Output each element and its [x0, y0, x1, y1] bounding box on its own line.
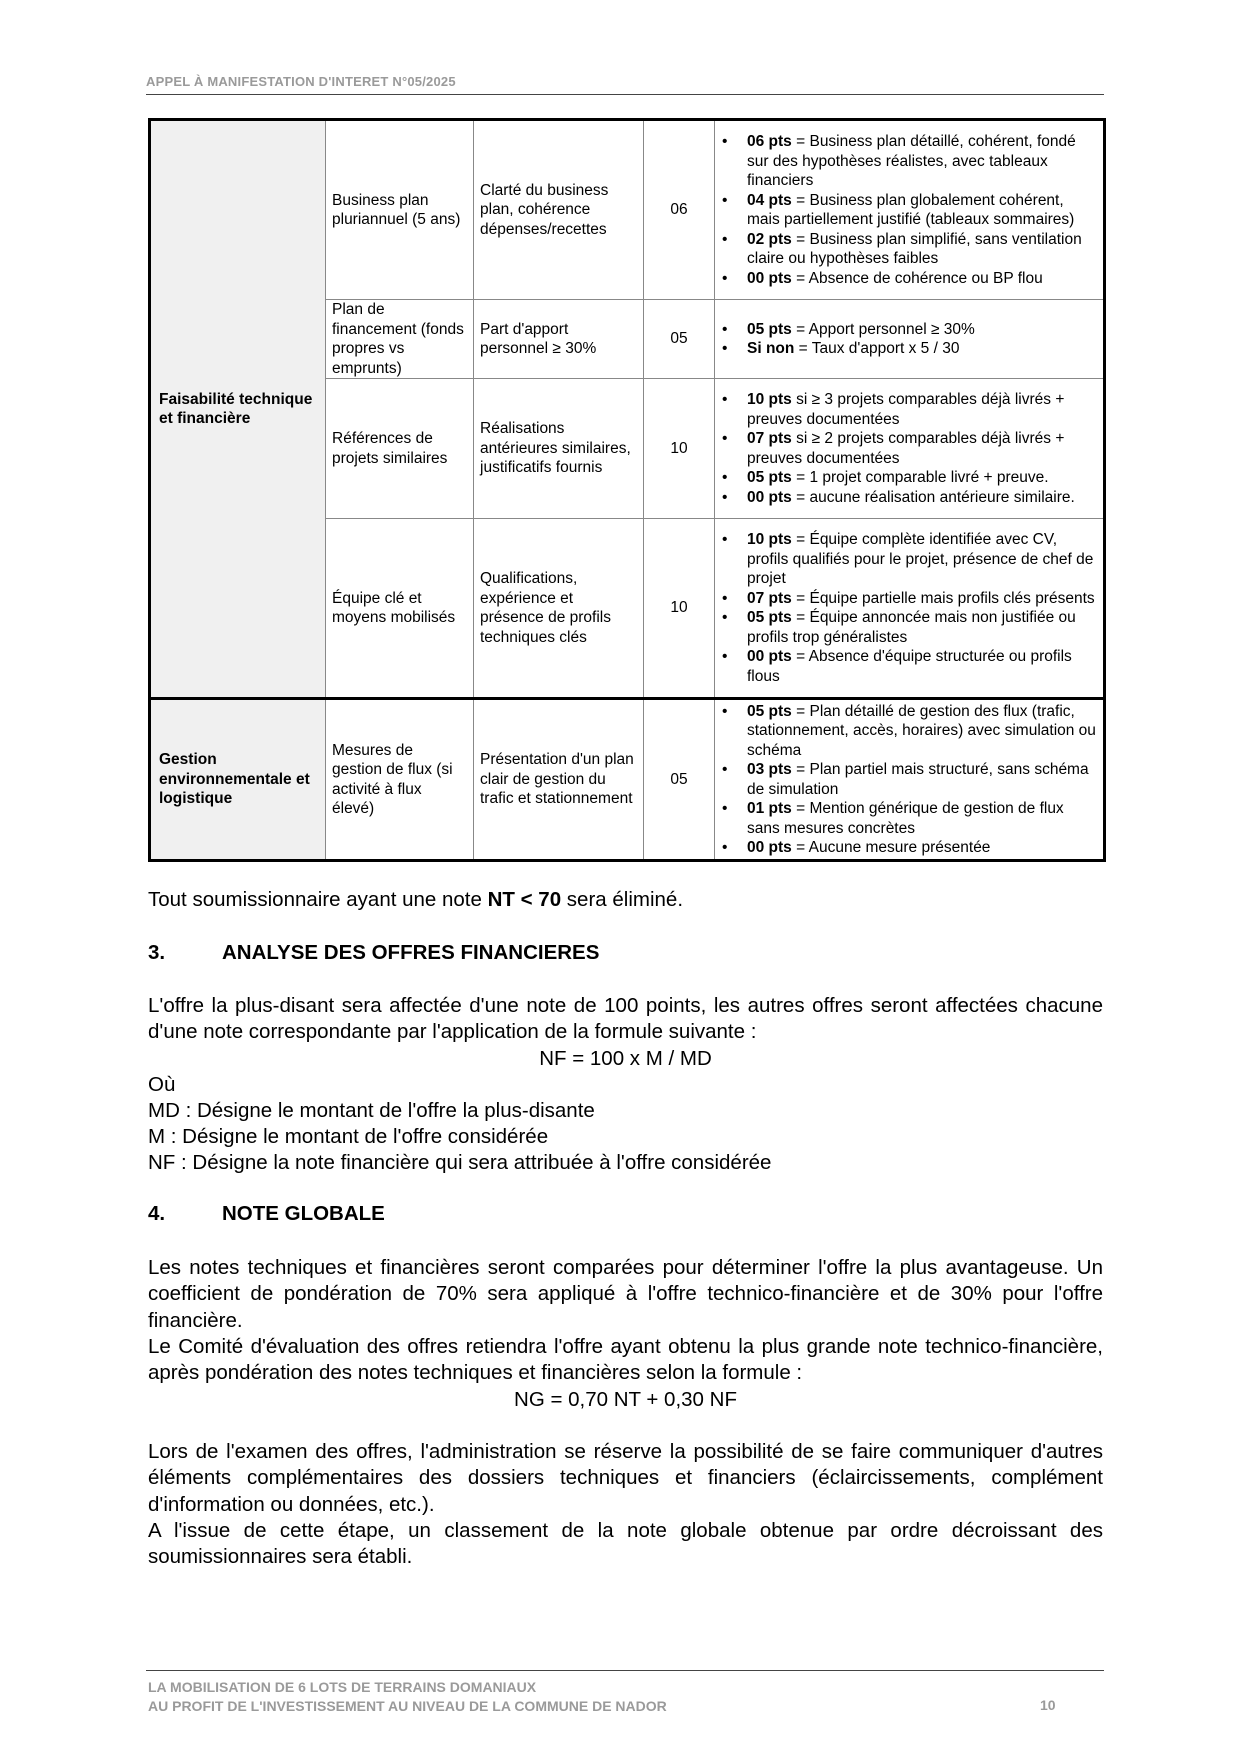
definition-md: MD : Désigne le montant de l'offre la plus-disante: [148, 1099, 595, 1122]
list-item: • 05 pts = Équipe annoncée mais non justifiée ou profils trop généralistes: [747, 608, 1099, 647]
indicator-cell: Part d'apport personnel ≥ 30%: [474, 300, 644, 379]
section-4-paragraph-2: Le Comité d'évaluation des offres retiendra l'offre ayant obtenu la plus grande note technico-financière, après pondération des notes techniques et financières selon la formule :: [148, 1335, 1103, 1385]
scoring-scale-cell: [715, 699, 1105, 861]
evaluation-grid-table: [148, 118, 1106, 862]
list-item: • 04 pts = Business plan globalement cohérent, mais partiellement justifié (tableaux sommaires): [747, 191, 1099, 230]
indicator-cell: Clarté du business plan, cohérence dépenses/recettes: [474, 120, 644, 300]
criterion-cell: Faisabilité technique et financière: [150, 120, 326, 699]
subcriterion-cell: Mesures de gestion de flux (si activité à flux élevé): [326, 699, 474, 861]
table-row: [150, 699, 1105, 861]
subcriterion-cell: Équipe clé et moyens mobilisés: [326, 519, 474, 699]
points-cell: 05: [644, 300, 715, 379]
criterion-cell: Gestion environnementale et logistique: [150, 699, 326, 861]
section-4-paragraph-1: Les notes techniques et financières seront comparées pour déterminer l'offre la plus avantageuse. Un coefficient de pondération de 70% sera appliqué à l'offre technico-financière et de 30% pour l'offre financière.: [148, 1256, 1103, 1332]
indicator-cell: Qualifications, expérience et présence de profils techniques clés: [474, 519, 644, 699]
scoring-scale-cell: [715, 519, 1105, 699]
footer-line-1: LA MOBILISATION DE 6 LOTS DE TERRAINS DOMANIAUX: [148, 1679, 537, 1695]
global-score-formula: NG = 0,70 NT + 0,30 NF: [514, 1388, 737, 1411]
list-item: • 00 pts = Aucune mesure présentée: [747, 838, 1099, 858]
section-3-intro: L'offre la plus-disant sera affectée d'une note de 100 points, les autres offres seront affectées chacune d'une note correspondante par l'application de la formule suivante :: [148, 994, 1103, 1044]
list-item: • 03 pts = Plan partiel mais structuré, sans schéma de simulation: [747, 760, 1099, 799]
list-item: • 00 pts = Absence d'équipe structurée ou profils flous: [747, 647, 1099, 686]
list-item: • 02 pts = Business plan simplifié, sans ventilation claire ou hypothèses faibles: [747, 230, 1099, 269]
scoring-scale-cell: [715, 120, 1105, 300]
footer-divider: [146, 1670, 1104, 1671]
list-item: • 05 pts = Apport personnel ≥ 30%: [747, 320, 1099, 340]
list-item: • 07 pts si ≥ 2 projets comparables déjà livrés + preuves documentées: [747, 429, 1099, 468]
definition-m: M : Désigne le montant de l'offre considérée: [148, 1125, 549, 1148]
subcriterion-cell: Références de projets similaires: [326, 379, 474, 519]
list-item: • 07 pts = Équipe partielle mais profils clés présents: [747, 589, 1099, 609]
points-cell: 05: [644, 699, 715, 861]
document-header: APPEL À MANIFESTATION D'INTERET N°05/2025: [146, 74, 456, 89]
indicator-cell: Présentation d'un plan clair de gestion du trafic et stationnement: [474, 699, 644, 861]
points-cell: 10: [644, 379, 715, 519]
section-4-heading: 4. NOTE GLOBALE: [148, 1202, 385, 1225]
points-cell: 10: [644, 519, 715, 699]
section-4-paragraph-3: Lors de l'examen des offres, l'administration se réserve la possibilité de se faire communiquer d'autres éléments complémentaires des dossiers techniques et financiers (éclaircissements, complément d'information ou données, etc.).: [148, 1440, 1103, 1516]
list-item: • 10 pts = Équipe complète identifiée avec CV, profils qualifiés pour le projet, présence de chef de projet: [747, 530, 1099, 589]
list-item: • 06 pts = Business plan détaillé, cohérent, fondé sur des hypothèses réalistes, avec tableaux financiers: [747, 132, 1099, 191]
list-item: • 00 pts = Absence de cohérence ou BP flou: [747, 269, 1099, 289]
list-item: • 05 pts = Plan détaillé de gestion des flux (trafic, stationnement, accès, horaires) avec simulation ou schéma: [747, 702, 1099, 761]
section-4-paragraph-4: A l'issue de cette étape, un classement de la note globale obtenue par ordre décroissant des soumissionnaires sera établi.: [148, 1519, 1103, 1569]
section-3-heading: 3. ANALYSE DES OFFRES FINANCIERES: [148, 941, 600, 964]
list-item: • 01 pts = Mention générique de gestion de flux sans mesures concrètes: [747, 799, 1099, 838]
header-divider: [146, 94, 1104, 95]
scoring-scale-cell: [715, 379, 1105, 519]
where-label: Où: [148, 1073, 176, 1096]
list-item: • 05 pts = 1 projet comparable livré + preuve.: [747, 468, 1099, 488]
list-item: • Si non = Taux d'apport x 5 / 30: [747, 339, 1099, 359]
elimination-threshold-text: Tout soumissionnaire ayant une note NT < 70 sera éliminé.: [148, 888, 684, 911]
scoring-scale-cell: [715, 300, 1105, 379]
definition-nf: NF : Désigne la note financière qui sera attribuée à l'offre considérée: [148, 1151, 772, 1174]
footer-line-2: AU PROFIT DE L'INVESTISSEMENT AU NIVEAU DE LA COMMUNE DE NADOR: [148, 1698, 667, 1714]
subcriterion-cell: Plan de financement (fonds propres vs emprunts): [326, 300, 474, 379]
list-item: • 00 pts = aucune réalisation antérieure similaire.: [747, 488, 1099, 508]
table-row: [150, 120, 1105, 300]
page-number: 10: [1040, 1697, 1056, 1713]
document-footer: [148, 1678, 667, 1716]
list-item: • 10 pts si ≥ 3 projets comparables déjà livrés + preuves documentées: [747, 390, 1099, 429]
subcriterion-cell: Business plan pluriannuel (5 ans): [326, 120, 474, 300]
indicator-cell: Réalisations antérieures similaires, justificatifs fournis: [474, 379, 644, 519]
points-cell: 06: [644, 120, 715, 300]
financial-score-formula: NF = 100 x M / MD: [539, 1047, 712, 1070]
